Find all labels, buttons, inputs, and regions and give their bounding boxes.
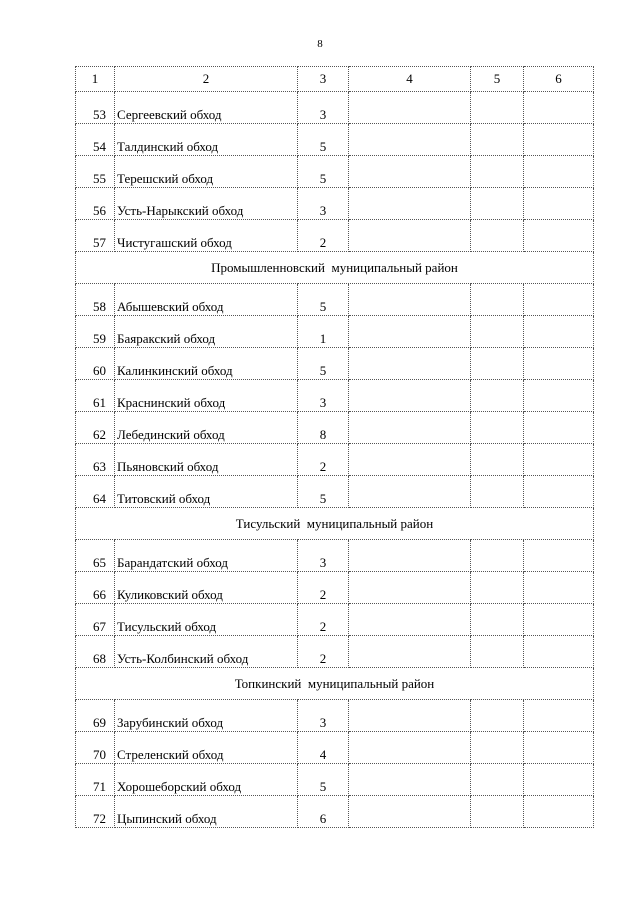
- district-name: Лебединский обход: [115, 412, 298, 444]
- empty-cell-col5: [471, 764, 524, 796]
- district-count: 3: [298, 380, 349, 412]
- row-number: 53: [76, 92, 115, 124]
- empty-cell-col6: [524, 124, 594, 156]
- empty-cell-col6: [524, 380, 594, 412]
- district-name: Стреленский обход: [115, 732, 298, 764]
- district-name: Терешский обход: [115, 156, 298, 188]
- district-count: 5: [298, 476, 349, 508]
- district-count: 3: [298, 700, 349, 732]
- empty-cell-col5: [471, 444, 524, 476]
- empty-cell-col6: [524, 732, 594, 764]
- district-name: Пьяновский обход: [115, 444, 298, 476]
- section-row: [76, 508, 594, 540]
- empty-cell-col4: [349, 764, 471, 796]
- district-name: Сергеевский обход: [115, 92, 298, 124]
- district-name: Барандатский обход: [115, 540, 298, 572]
- table-row: [76, 796, 594, 828]
- empty-cell-col4: [349, 732, 471, 764]
- section-title: Тисульский муниципальный район: [76, 508, 594, 540]
- empty-cell-col6: [524, 284, 594, 316]
- empty-cell-col5: [471, 540, 524, 572]
- row-number: 54: [76, 124, 115, 156]
- forest-districts-table: [75, 66, 594, 828]
- row-number: 71: [76, 764, 115, 796]
- table-row: [76, 476, 594, 508]
- table-row: [76, 540, 594, 572]
- empty-cell-col6: [524, 348, 594, 380]
- empty-cell-col4: [349, 284, 471, 316]
- table-row: [76, 380, 594, 412]
- table-row: [76, 92, 594, 124]
- empty-cell-col6: [524, 476, 594, 508]
- row-number: 72: [76, 796, 115, 828]
- district-name: Титовский обход: [115, 476, 298, 508]
- column-header: 2: [115, 67, 298, 92]
- empty-cell-col4: [349, 380, 471, 412]
- table-row: [76, 444, 594, 476]
- district-count: 2: [298, 604, 349, 636]
- column-header: 1: [76, 67, 115, 92]
- empty-cell-col4: [349, 604, 471, 636]
- district-count: 1: [298, 316, 349, 348]
- empty-cell-col5: [471, 796, 524, 828]
- empty-cell-col4: [349, 92, 471, 124]
- empty-cell-col4: [349, 476, 471, 508]
- district-count: 3: [298, 188, 349, 220]
- empty-cell-col6: [524, 572, 594, 604]
- district-name: Усть-Нарыкский обход: [115, 188, 298, 220]
- empty-cell-col4: [349, 124, 471, 156]
- empty-cell-col4: [349, 444, 471, 476]
- district-name: Талдинский обход: [115, 124, 298, 156]
- empty-cell-col5: [471, 220, 524, 252]
- district-name: Краснинский обход: [115, 380, 298, 412]
- empty-cell-col6: [524, 604, 594, 636]
- empty-cell-col5: [471, 316, 524, 348]
- row-number: 58: [76, 284, 115, 316]
- row-number: 60: [76, 348, 115, 380]
- empty-cell-col5: [471, 92, 524, 124]
- district-name: Чистугашский обход: [115, 220, 298, 252]
- district-count: 4: [298, 732, 349, 764]
- page-number: 8: [317, 38, 323, 50]
- district-name: Куликовский обход: [115, 572, 298, 604]
- empty-cell-col5: [471, 604, 524, 636]
- column-header: 6: [524, 67, 594, 92]
- empty-cell-col5: [471, 476, 524, 508]
- column-header: 4: [349, 67, 471, 92]
- empty-cell-col4: [349, 540, 471, 572]
- table-row: [76, 604, 594, 636]
- empty-cell-col5: [471, 284, 524, 316]
- empty-cell-col5: [471, 124, 524, 156]
- row-number: 57: [76, 220, 115, 252]
- district-count: 2: [298, 220, 349, 252]
- row-number: 67: [76, 604, 115, 636]
- district-count: 5: [298, 348, 349, 380]
- empty-cell-col5: [471, 412, 524, 444]
- district-count: 6: [298, 796, 349, 828]
- district-count: 5: [298, 764, 349, 796]
- row-number: 66: [76, 572, 115, 604]
- district-count: 3: [298, 92, 349, 124]
- table-row: [76, 348, 594, 380]
- district-count: 5: [298, 124, 349, 156]
- section-title: Топкинский муниципальный район: [76, 668, 594, 700]
- table-row: [76, 316, 594, 348]
- table-header-row: [76, 67, 594, 92]
- district-name: Тисульский обход: [115, 604, 298, 636]
- empty-cell-col6: [524, 444, 594, 476]
- empty-cell-col5: [471, 380, 524, 412]
- empty-cell-col5: [471, 188, 524, 220]
- row-number: 65: [76, 540, 115, 572]
- table-row: [76, 732, 594, 764]
- row-number: 61: [76, 380, 115, 412]
- row-number: 63: [76, 444, 115, 476]
- empty-cell-col4: [349, 188, 471, 220]
- district-name: Усть-Колбинский обход: [115, 636, 298, 668]
- empty-cell-col4: [349, 700, 471, 732]
- empty-cell-col6: [524, 540, 594, 572]
- section-title: Промышленновский муниципальный район: [76, 252, 594, 284]
- district-name: Абышевский обход: [115, 284, 298, 316]
- district-count: 5: [298, 156, 349, 188]
- row-number: 68: [76, 636, 115, 668]
- empty-cell-col4: [349, 572, 471, 604]
- district-name: Хорошеборский обход: [115, 764, 298, 796]
- row-number: 64: [76, 476, 115, 508]
- empty-cell-col4: [349, 348, 471, 380]
- district-count: 2: [298, 444, 349, 476]
- column-header: 3: [298, 67, 349, 92]
- section-row: [76, 668, 594, 700]
- empty-cell-col5: [471, 156, 524, 188]
- table-row: [76, 412, 594, 444]
- column-header: 5: [471, 67, 524, 92]
- district-name: Зарубинский обход: [115, 700, 298, 732]
- empty-cell-col6: [524, 636, 594, 668]
- empty-cell-col6: [524, 764, 594, 796]
- section-row: [76, 252, 594, 284]
- district-name: Баяракский обход: [115, 316, 298, 348]
- table-row: [76, 572, 594, 604]
- empty-cell-col6: [524, 796, 594, 828]
- district-name: Цыпинский обход: [115, 796, 298, 828]
- table-row: [76, 220, 594, 252]
- table-row: [76, 700, 594, 732]
- row-number: 62: [76, 412, 115, 444]
- empty-cell-col4: [349, 636, 471, 668]
- empty-cell-col4: [349, 412, 471, 444]
- row-number: 59: [76, 316, 115, 348]
- table-row: [76, 124, 594, 156]
- district-count: 3: [298, 540, 349, 572]
- empty-cell-col6: [524, 412, 594, 444]
- table-body: [76, 92, 594, 828]
- empty-cell-col5: [471, 636, 524, 668]
- district-count: 8: [298, 412, 349, 444]
- district-count: 2: [298, 572, 349, 604]
- district-count: 5: [298, 284, 349, 316]
- table-row: [76, 156, 594, 188]
- table-row: [76, 764, 594, 796]
- empty-cell-col6: [524, 188, 594, 220]
- empty-cell-col6: [524, 156, 594, 188]
- row-number: 69: [76, 700, 115, 732]
- empty-cell-col6: [524, 316, 594, 348]
- empty-cell-col4: [349, 220, 471, 252]
- empty-cell-col4: [349, 156, 471, 188]
- empty-cell-col6: [524, 92, 594, 124]
- table-row: [76, 284, 594, 316]
- row-number: 70: [76, 732, 115, 764]
- district-name: Калинкинский обход: [115, 348, 298, 380]
- empty-cell-col5: [471, 572, 524, 604]
- empty-cell-col4: [349, 316, 471, 348]
- row-number: 56: [76, 188, 115, 220]
- table-row: [76, 636, 594, 668]
- table-row: [76, 188, 594, 220]
- empty-cell-col5: [471, 732, 524, 764]
- empty-cell-col4: [349, 796, 471, 828]
- empty-cell-col6: [524, 220, 594, 252]
- district-count: 2: [298, 636, 349, 668]
- row-number: 55: [76, 156, 115, 188]
- empty-cell-col6: [524, 700, 594, 732]
- empty-cell-col5: [471, 348, 524, 380]
- empty-cell-col5: [471, 700, 524, 732]
